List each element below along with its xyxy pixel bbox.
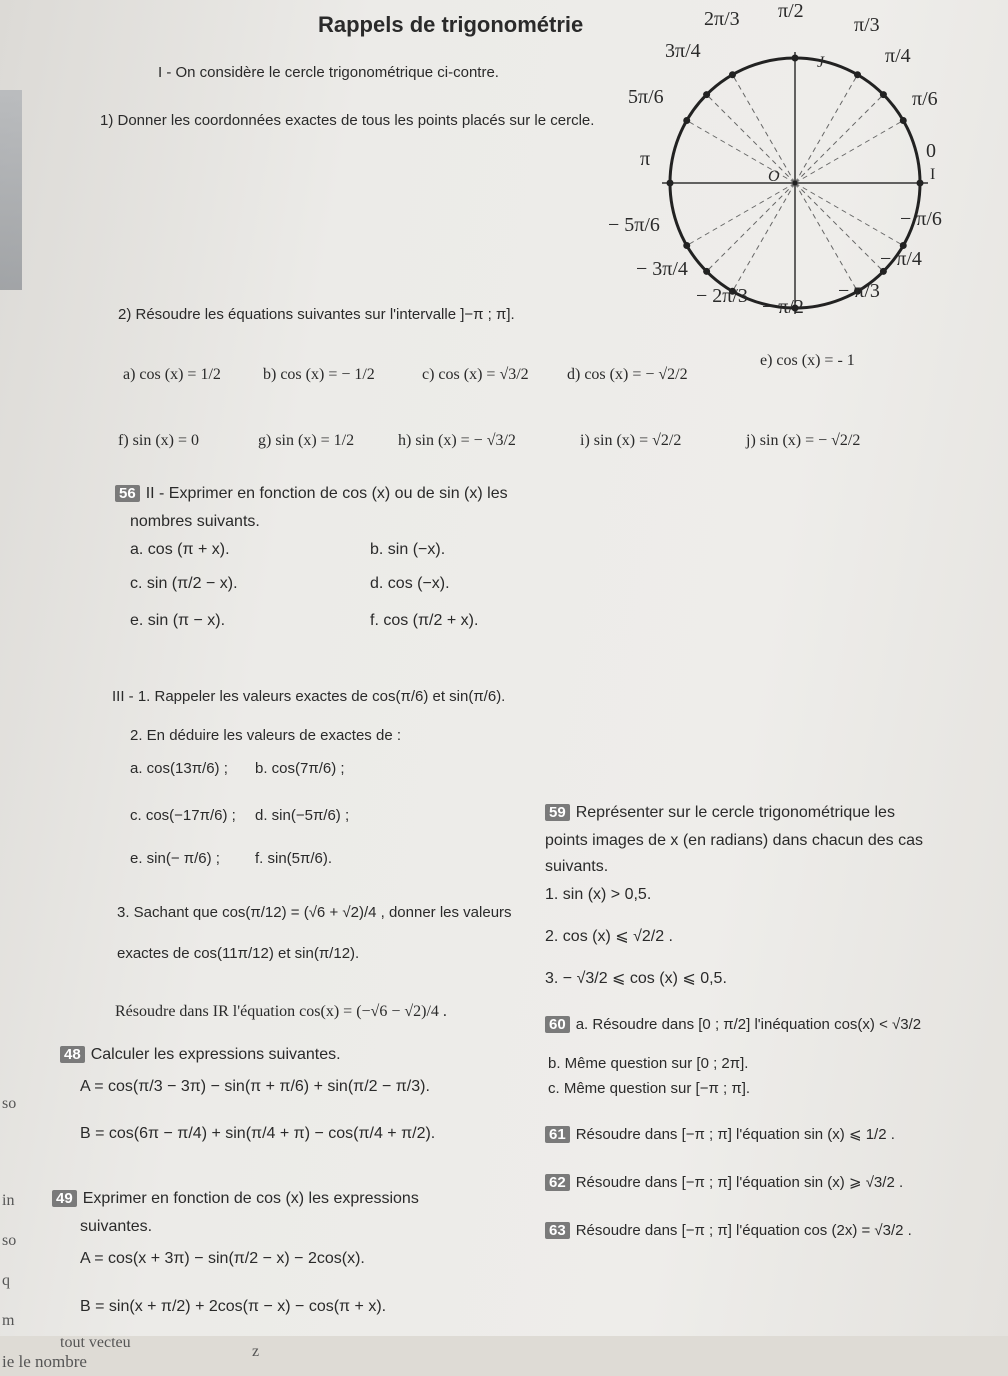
origin-point	[793, 181, 798, 186]
section2-text2: nombres suivants.	[130, 513, 260, 530]
section2-item-c: c. sin (π/2 − x).	[130, 575, 238, 592]
section2-item-d: d. cos (−x).	[370, 575, 450, 592]
equation-c: c) cos (x) = √3/2	[422, 366, 529, 383]
ex61-text: Résoudre dans [−π ; π] l'équation sin (x) ⩽ 1/2 .	[575, 1126, 895, 1143]
dashed-radius	[707, 95, 795, 183]
equation-h: h) sin (x) = − √3/2	[398, 432, 516, 449]
ex49-A: A = cos(x + 3π) − sin(π/2 − x) − 2cos(x).	[80, 1250, 365, 1267]
equation-b: b) cos (x) = − 1/2	[263, 366, 375, 383]
dashed-radius	[795, 183, 858, 291]
ex49-title: Exprimer en fonction de cos (x) les expressions	[82, 1190, 419, 1207]
margin-fragment: ie le nombre	[2, 1352, 87, 1371]
circle-point	[683, 117, 690, 124]
label-minus-5pi-6: − 5π/6	[608, 214, 660, 236]
dashed-radius	[795, 183, 903, 246]
exercise-number-62: 62	[545, 1174, 570, 1191]
circle-point	[900, 117, 907, 124]
section1-intro: I - On considère le cercle trigonométrique ci-contre.	[158, 64, 499, 81]
equation-i: i) sin (x) = √2/2	[580, 432, 682, 449]
circle-point	[703, 268, 710, 275]
ex59-line2: points images de x (en radians) dans chacun des cas	[545, 832, 923, 849]
label-zero: 0	[926, 140, 936, 162]
section3-item-b: b. cos(7π/6) ;	[255, 760, 345, 777]
dashed-radius	[733, 75, 796, 183]
section2-item-e: e. sin (π − x).	[130, 612, 226, 629]
ex48-A: A = cos(π/3 − 3π) − sin(π + π/6) + sin(π/2 − π/3).	[80, 1078, 430, 1095]
section2-heading	[115, 485, 508, 503]
label-pi-6: π/6	[912, 88, 938, 110]
ex48-title-wrap	[60, 1046, 341, 1064]
equation-d: d) cos (x) = − √2/2	[567, 366, 688, 383]
label-pi-3: π/3	[854, 14, 880, 36]
dashed-radius	[795, 75, 858, 183]
ex60-b: b. Même question sur [0 ; 2π].	[548, 1055, 749, 1072]
margin-fragment: in	[2, 1192, 15, 1209]
margin-fragment: z	[252, 1343, 260, 1360]
label-3pi-4: 3π/4	[665, 40, 701, 62]
circle-point	[880, 91, 887, 98]
equation-j: j) sin (x) = − √2/2	[746, 432, 861, 449]
dashed-radius	[687, 183, 795, 246]
section1-question2: 2) Résoudre les équations suivantes sur l'intervalle ]−π ; π].	[118, 306, 515, 323]
ex48-title: Calculer les expressions suivantes.	[90, 1046, 341, 1063]
ex59-line1: Représenter sur le cercle trigonométrique les	[575, 804, 895, 821]
dashed-radius	[795, 121, 903, 184]
ex49-B: B = sin(x + π/2) + 2cos(π − x) − cos(π + x).	[80, 1298, 387, 1315]
section3-item-c: c. cos(−17π/6) ;	[130, 807, 236, 824]
exercise-number-48: 48	[60, 1046, 85, 1063]
label-pi: π	[640, 148, 651, 170]
equation-e: e) cos (x) = - 1	[760, 352, 855, 369]
label-minus-pi-3: − π/3	[838, 280, 880, 302]
section3-item-e: e. sin(− π/6) ;	[130, 850, 220, 867]
ex60-a-wrap	[545, 1016, 921, 1033]
margin-fragment: so	[2, 1095, 17, 1112]
section2-item-f: f. cos (π/2 + x).	[370, 612, 479, 629]
circle-point	[683, 242, 690, 249]
ex59-line1-wrap	[545, 804, 895, 822]
margin-fragment: q	[2, 1272, 10, 1289]
ex49-subtitle: suivantes.	[80, 1218, 153, 1235]
label-origin: O	[768, 168, 780, 185]
circle-point	[792, 55, 799, 62]
trigonometric-circle	[600, 0, 1008, 340]
ex60-a: a. Résoudre dans [0 ; π/2] l'inéquation cos(x) < √3/2	[575, 1016, 922, 1033]
exercise-number-59: 59	[545, 804, 570, 821]
exercise-number-61: 61	[545, 1126, 570, 1143]
circle-point	[917, 180, 924, 187]
ex61	[545, 1125, 895, 1143]
label-minus-2pi-3: − 2π/3	[696, 285, 748, 307]
page-title: Rappels de trigonométrie	[318, 12, 584, 37]
equation-a: a) cos (x) = 1/2	[123, 366, 221, 383]
exercise-number-60: 60	[545, 1016, 570, 1033]
section2-text1: II - Exprimer en fonction de cos (x) ou de sin (x) les	[145, 485, 508, 502]
dashed-radius	[795, 95, 883, 183]
equation-f: f) sin (x) = 0	[118, 432, 200, 449]
label-pi-4: π/4	[885, 45, 911, 67]
label-minus-pi-2: − π/2	[762, 296, 804, 318]
ex62	[545, 1173, 903, 1191]
label-j: J	[817, 54, 825, 71]
section2-item-b: b. sin (−x).	[370, 541, 446, 558]
section3-resolve: Résoudre dans IR l'équation cos(x) = (−√6 − √2)/4 .	[115, 1003, 447, 1020]
dashed-radius	[733, 183, 796, 291]
ex48-B: B = cos(6π − π/4) + sin(π/4 + π) − cos(π/4 + π/2).	[80, 1125, 436, 1142]
circle-point	[854, 71, 861, 78]
under-page-strip	[0, 1336, 1008, 1376]
circle-point	[667, 180, 674, 187]
section1-question1: 1) Donner les coordonnées exactes de tous les points placés sur le cercle.	[100, 112, 595, 129]
ex49-title-wrap	[52, 1190, 419, 1208]
circle-point	[729, 71, 736, 78]
label-2pi-3: 2π/3	[704, 8, 740, 30]
section3-question1: III - 1. Rappeler les valeurs exactes de cos(π/6) et sin(π/6).	[112, 688, 506, 705]
section3-question3b: exactes de cos(11π/12) et sin(π/12).	[117, 945, 360, 962]
label-pi-2: π/2	[778, 0, 804, 22]
margin-fragment: tout vecteu	[60, 1334, 131, 1351]
circle-point	[703, 91, 710, 98]
ex59-item-2: 2. cos (x) ⩽ √2/2 .	[545, 928, 673, 945]
page-edge-shadow	[0, 90, 22, 290]
ex59-item-3: 3. − √3/2 ⩽ cos (x) ⩽ 0,5.	[545, 970, 727, 987]
dashed-radius	[707, 183, 795, 271]
ex60-c: c. Même question sur [−π ; π].	[548, 1080, 751, 1097]
dashed-radius	[795, 183, 883, 271]
equation-g: g) sin (x) = 1/2	[258, 432, 355, 449]
ex59-line3: suivants.	[545, 858, 609, 875]
label-minus-pi-6: − π/6	[900, 208, 942, 230]
margin-fragment: so	[2, 1232, 17, 1249]
exercise-number-63: 63	[545, 1222, 570, 1239]
section2-item-a: a. cos (π + x).	[130, 541, 230, 558]
ex63	[545, 1222, 912, 1239]
ex62-text: Résoudre dans [−π ; π] l'équation sin (x) ⩾ √3/2 .	[575, 1174, 904, 1191]
section3-item-f: f. sin(5π/6).	[255, 850, 333, 867]
ex59-item-1: 1. sin (x) > 0,5.	[545, 886, 652, 903]
section3-item-a: a. cos(13π/6) ;	[130, 760, 228, 777]
label-minus-3pi-4: − 3π/4	[636, 258, 688, 280]
section3-question2: 2. En déduire les valeurs de exactes de :	[130, 727, 401, 744]
margin-fragment: m	[2, 1312, 15, 1329]
section3-question3a: 3. Sachant que cos(π/12) = (√6 + √2)/4 , donner les valeurs	[117, 904, 512, 921]
label-minus-pi-4: − π/4	[880, 248, 922, 270]
label-i: I	[930, 166, 936, 183]
exercise-number-56: 56	[115, 485, 140, 502]
section3-item-d: d. sin(−5π/6) ;	[255, 807, 350, 824]
label-5pi-6: 5π/6	[628, 86, 664, 108]
ex63-text: Résoudre dans [−π ; π] l'équation cos (2x) = √3/2 .	[575, 1222, 912, 1239]
exercise-number-49: 49	[52, 1190, 77, 1207]
